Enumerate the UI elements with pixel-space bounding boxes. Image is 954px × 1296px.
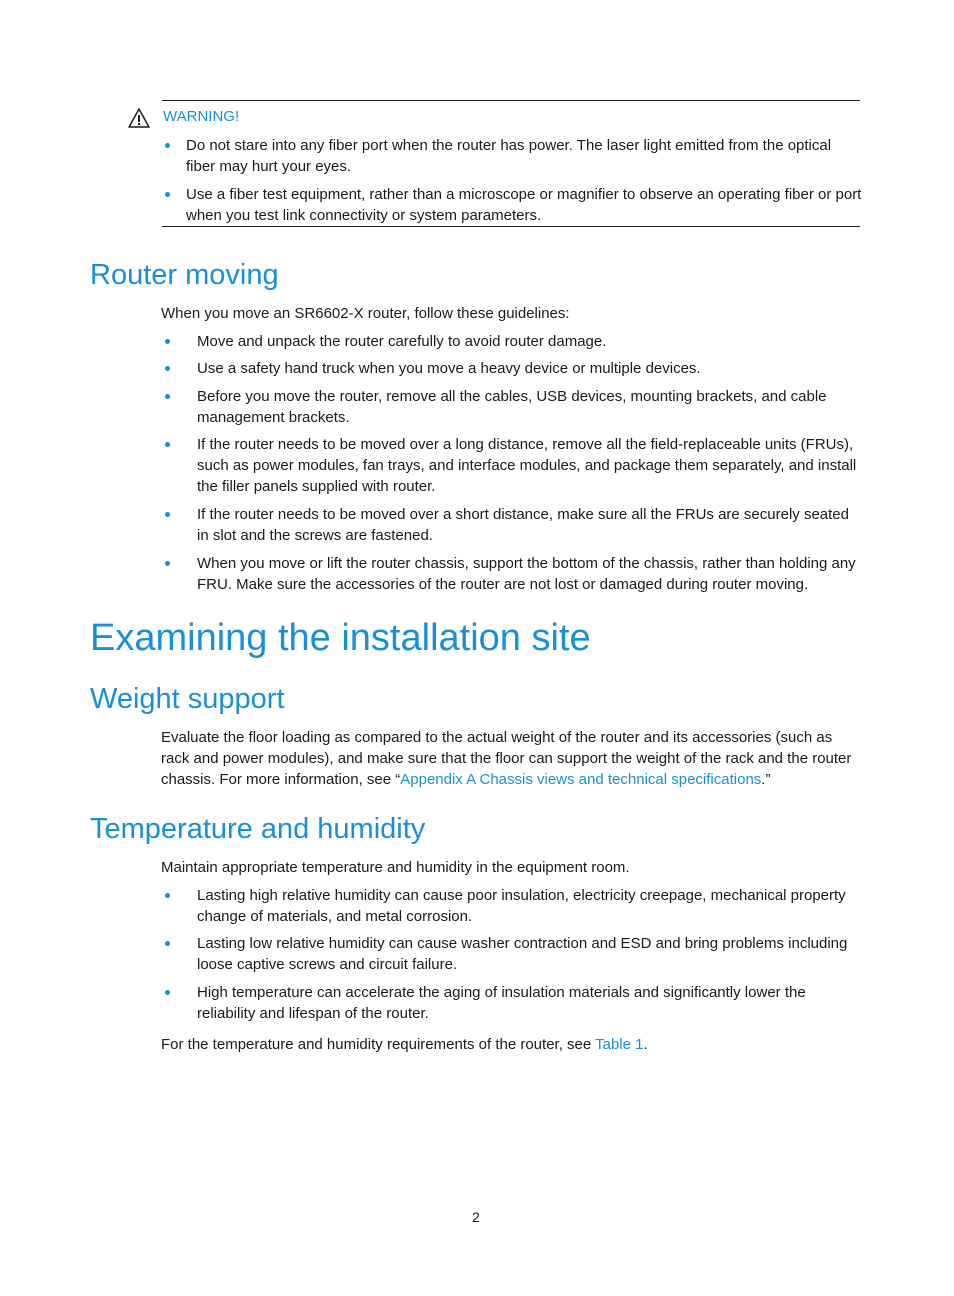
temperature-outro bbox=[161, 1034, 648, 1055]
weight-support-text: Evaluate the floor loading as compared to the actual weight of the router and its accessories (such as rack and power modules), and make sure that the floor can support the weight of the rack and the router chassis. For more information, see “ bbox=[161, 729, 852, 788]
section-heading-weight-support: Weight support bbox=[90, 683, 285, 715]
weight-support-paragraph bbox=[161, 727, 864, 790]
list-bullet bbox=[165, 366, 170, 371]
section-heading-router-moving: Router moving bbox=[90, 259, 279, 291]
list-item: High temperature can accelerate the aging of insulation materials and significantly lower the reliability and lifespan of the router. bbox=[197, 984, 806, 1022]
temperature-intro: Maintain appropriate temperature and humidity in the equipment room. bbox=[161, 859, 630, 876]
list-item: Use a safety hand truck when you move a heavy device or multiple devices. bbox=[197, 360, 701, 377]
page-number: 2 bbox=[472, 1209, 480, 1225]
list-item: Lasting high relative humidity can cause poor insulation, electricity creepage, mechanical property change of materials, and metal corrosion. bbox=[197, 887, 846, 925]
temperature-outro-text: For the temperature and humidity requirements of the router, see bbox=[161, 1036, 596, 1053]
list-bullet bbox=[165, 561, 170, 566]
warning-triangle-icon bbox=[128, 108, 150, 128]
warning-item: Do not stare into any fiber port when the router has power. The laser light emitted from the optical fiber may hurt your eyes. bbox=[186, 137, 832, 175]
table-1-link[interactable]: Table 1 bbox=[595, 1036, 644, 1053]
temperature-outro-end: . bbox=[643, 1036, 648, 1053]
warning-bullet bbox=[165, 143, 170, 148]
list-item: Move and unpack the router carefully to avoid router damage. bbox=[197, 333, 607, 350]
list-bullet bbox=[165, 394, 170, 399]
list-bullet bbox=[165, 990, 170, 995]
list-item: If the router needs to be moved over a long distance, remove all the field-replaceable units (FRUs), such as power modules, fan trays, and interface modules, and package them separately, and install the filler panels supplied with router. bbox=[197, 436, 857, 495]
list-bullet bbox=[165, 941, 170, 946]
router-moving-intro: When you move an SR6602-X router, follow these guidelines: bbox=[161, 305, 570, 322]
list-item: Before you move the router, remove all the cables, USB devices, mounting brackets, and cable management brackets. bbox=[197, 388, 827, 426]
list-item: Lasting low relative humidity can cause washer contraction and ESD and bring problems including loose captive screws and circuit failure. bbox=[197, 935, 848, 973]
weight-support-text-end: .” bbox=[761, 771, 771, 788]
appendix-a-link[interactable]: Appendix A Chassis views and technical specifications bbox=[400, 771, 762, 788]
list-bullet bbox=[165, 893, 170, 898]
list-bullet bbox=[165, 339, 170, 344]
list-item: When you move or lift the router chassis, support the bottom of the chassis, rather than holding any FRU. Make sure the accessories of the router are not lost or damaged during router moving. bbox=[197, 555, 856, 593]
list-bullet bbox=[165, 442, 170, 447]
warning-bottom-rule bbox=[162, 226, 860, 227]
warning-item: Use a fiber test equipment, rather than a microscope or magnifier to observe an operating fiber or port when you test link connectivity or system parameters. bbox=[186, 186, 862, 224]
list-bullet bbox=[165, 512, 170, 517]
list-item: If the router needs to be moved over a short distance, make sure all the FRUs are securely seated in slot and the screws are fastened. bbox=[197, 506, 849, 544]
chapter-heading-examining: Examining the installation site bbox=[90, 617, 591, 659]
section-heading-temperature-humidity: Temperature and humidity bbox=[90, 813, 426, 845]
warning-title: WARNING! bbox=[163, 108, 240, 125]
warning-bullet bbox=[165, 192, 170, 197]
warning-top-rule bbox=[162, 100, 860, 101]
